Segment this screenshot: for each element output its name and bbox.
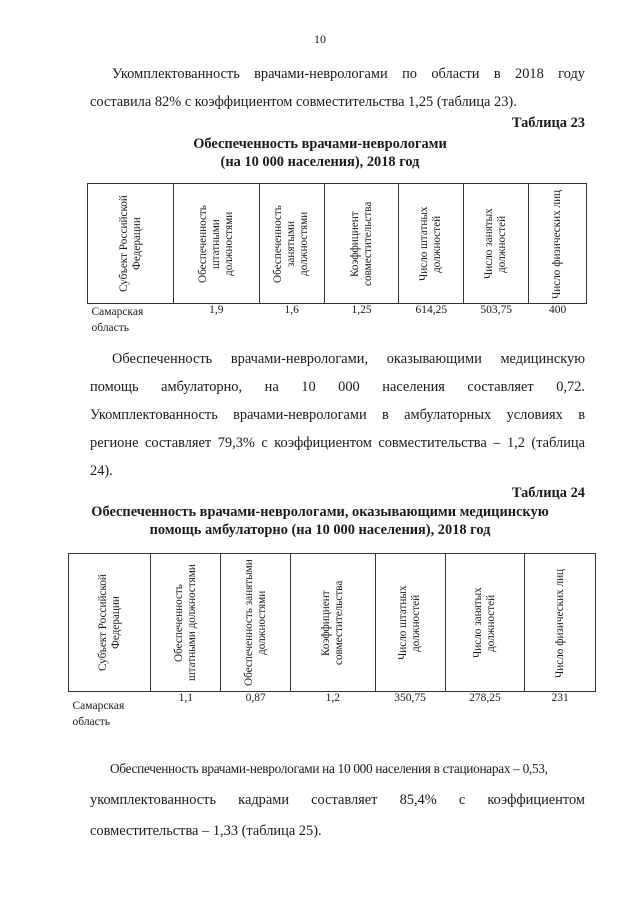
table-cell: 503,75: [480, 304, 513, 316]
table-cell: 614,25: [415, 304, 448, 316]
paragraph-line: 24).: [90, 463, 113, 479]
paragraph-line: Обеспеченность врачами-неврологами, оказывающими медицинскую: [112, 351, 585, 367]
header-cell: Обеспеченность штатными должностями: [151, 554, 221, 692]
table-cell-region: Самарская область: [91, 306, 144, 334]
table-cell: 278,25: [469, 692, 501, 704]
table-23-title: [0, 135, 640, 171]
header-cell: Обеспеченность занятыми должностями: [259, 184, 324, 304]
table-cell: 1,9: [209, 304, 224, 316]
paragraph-inpatient: [90, 755, 585, 845]
table-cell: 1,1: [178, 692, 193, 704]
table-cell: 0,87: [245, 692, 266, 704]
table-cell: 1,2: [325, 692, 341, 704]
paragraph-line: укомплектованность кадрами составляет 85,4% с коэффициентом: [90, 792, 585, 808]
header-cell: Число штатных должностей: [399, 184, 464, 304]
table-cell: 400: [548, 304, 567, 316]
header-cell: Число штатных должностей: [375, 554, 445, 692]
paragraph-line: помощь амбулаторно, на 10 000 населения составляет 0,72.: [90, 379, 585, 395]
table-24: [68, 553, 596, 730]
table-title-line: Обеспеченность врачами-неврологами: [193, 136, 447, 152]
table-cell: 1,25: [351, 304, 372, 316]
header-cell: Число физических лиц: [529, 184, 587, 304]
paragraph-line: составила 82% с коэффициентом совместительства 1,25 (таблица 23).: [90, 94, 517, 110]
header-cell: Субъект Российской Федерации: [88, 184, 174, 304]
table-24-label: Таблица 24: [511, 485, 585, 501]
paragraph-line: Обеспеченность врачами-неврологами на 10 000 населения в стационарах – 0,53,: [110, 761, 548, 776]
table-23: [87, 183, 587, 336]
header-cell: Число занятых должностей: [464, 184, 529, 304]
table-23-label: Таблица 23: [511, 115, 585, 131]
table-24-title: [0, 503, 640, 539]
header-cell: Коэффициент совместительства: [324, 184, 399, 304]
header-cell: Коэффициент совместительства: [291, 554, 376, 692]
paragraph-line: Укомплектованность врачами-неврологами по области в 2018 году: [112, 66, 585, 82]
table-cell-region: Самарская область: [72, 700, 125, 728]
header-cell: Число физических лиц: [525, 554, 596, 692]
header-cell: Число занятых должностей: [445, 554, 525, 692]
table-cell: 231: [551, 692, 569, 704]
header-cell: Обеспеченность штатными должностями: [174, 184, 260, 304]
paragraph-staffing: [90, 60, 585, 116]
paragraph-line: совместительства – 1,33 (таблица 25).: [90, 823, 322, 839]
table-row: [88, 304, 587, 337]
paragraph-line: Укомплектованность врачами-неврологами в амбулаторных условиях в: [90, 407, 585, 423]
table-row: [69, 692, 596, 731]
header-cell: Обеспеченность занятыми должностями: [221, 554, 291, 692]
table-cell: 1,6: [284, 304, 299, 316]
paragraph-outpatient: [90, 345, 585, 485]
paragraph-line: регионе составляет 79,3% с коэффициентом совместительства – 1,2 (таблица: [90, 435, 585, 451]
page-number: 10: [314, 32, 326, 46]
table-title-line: (на 10 000 населения), 2018 год: [220, 154, 420, 170]
table-title-line: Обеспеченность врачами-неврологами, оказывающими медицинскую: [91, 504, 549, 520]
table-title-line: помощь амбулаторно (на 10 000 населения), 2018 год: [149, 522, 491, 538]
table-cell: 350,75: [394, 692, 426, 704]
header-cell: Субъект Российской Федерации: [69, 554, 151, 692]
